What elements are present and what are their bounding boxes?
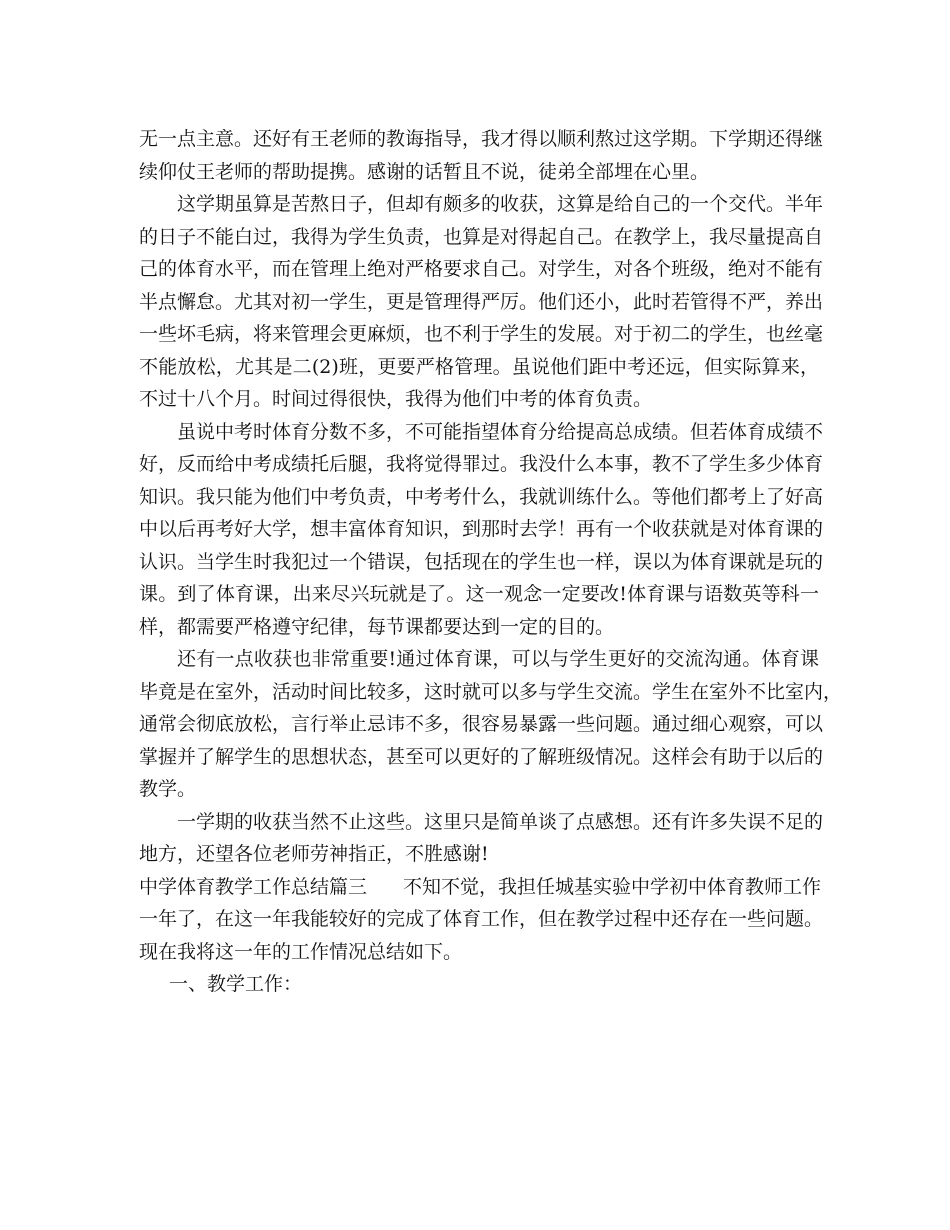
line-text: 无一点主意。还好有王老师的教诲指导，我才得以顺利熬过这学期。下学期还得继 (139, 128, 824, 150)
line-text: 虽说中考时体育分数不多，不可能指望体育分给提高总成绩。但若体育成绩不 (177, 420, 824, 443)
line-text: 毕竟是在室外，活动时间比较多，这时就可以多与学生交流。学生在室外不比室内， (139, 680, 843, 703)
line-text: 己的体育水平，而在管理上绝对严格要求自己。对学生，对各个班级，绝对不能有 (139, 258, 824, 280)
text-line (139, 806, 824, 839)
document-body (139, 123, 843, 1001)
text-line (139, 221, 824, 254)
text-line (139, 838, 819, 871)
line-text: 半点懈怠。尤其对初一学生，更是管理得严厉。他们还小，此时若管得不严，养出 (139, 290, 824, 313)
text-line (139, 156, 819, 189)
line-text: 好，反而给中考成绩托后腿，我将觉得罪过。我没什么本事，教不了学生多少体育 (139, 453, 824, 475)
text-line (139, 741, 824, 774)
line-text: 样，都需要严格遵守纪律，每节课都要达到一定的目的。 (139, 615, 615, 638)
text-line (139, 773, 819, 806)
line-text: 不知不觉，我担任城基实验中学初中体育教师工作 (403, 875, 822, 898)
line-text: 一些坏毛病，将来管理会更麻烦，也不利于学生的发展。对于初二的学生，也丝毫 (139, 323, 824, 345)
text-line (139, 383, 819, 416)
text-line (139, 546, 824, 579)
text-line (139, 578, 819, 611)
line-text: 课。到了体育课，出来尽兴玩就是了。这一观念一定要改!体育课与语数英等科一 (139, 583, 819, 605)
text-line (139, 513, 824, 546)
text-line (139, 708, 824, 741)
line-text: 掌握并了解学生的思想状态，甚至可以更好的了解班级情况。这样会有助于以后的 (139, 745, 824, 768)
text-line (139, 448, 824, 481)
text-line (139, 676, 843, 709)
line-text: 不过十八个月。时间过得很快，我得为他们中考的体育负责。 (139, 388, 653, 410)
text-line (139, 611, 819, 644)
line-text: 续仰仗王老师的帮助提携。感谢的话暂且不说，徒弟全部埋在心里。 (139, 160, 710, 183)
text-line (139, 416, 824, 449)
text-line (139, 968, 819, 1001)
text-line (139, 903, 824, 936)
text-line (139, 188, 824, 221)
text-line (139, 253, 824, 286)
line-text: 中以后再考好大学，想丰富体育知识，到那时去学！再有一个收获就是对体育课的 (139, 518, 824, 540)
line-text: 一、教学工作： (169, 973, 303, 995)
text-line (139, 871, 822, 904)
text-line (139, 123, 824, 156)
line-text: 一年了，在这一年我能较好的完成了体育工作，但在教学过程中还存在一些问题。 (139, 908, 824, 930)
section-title: 中学体育教学工作总结篇三 (139, 875, 368, 898)
text-line (139, 351, 819, 384)
text-line (139, 936, 819, 969)
line-text: 知识。我只能为他们中考负责，中考考什么，我就训练什么。等他们都考上了好高 (139, 485, 824, 508)
line-text: 地方，还望各位老师劳神指正，不胜感谢! (139, 843, 489, 865)
line-text: 通常会彻底放松，言行举止忌讳不多，很容易暴露一些问题。通过细心观察，可以 (139, 713, 824, 735)
text-line (139, 286, 824, 319)
line-text: 不能放松，尤其是二(2)班，更要严格管理。虽说他们距中考还远，但实际算来， (139, 355, 819, 378)
text-line (139, 643, 819, 676)
text-line (139, 318, 824, 351)
line-text: 的日子不能白过，我得为学生负责，也算是对得起自己。在教学上，我尽量提高自 (139, 225, 824, 248)
line-text: 现在我将这一年的工作情况总结如下。 (139, 940, 463, 963)
line-text: 教学。 (139, 778, 197, 800)
line-text: 这学期虽算是苦熬日子，但却有颇多的收获，这算是给自己的一个交代。半年 (177, 193, 824, 215)
text-line (139, 481, 824, 514)
line-text: 一学期的收获当然不止这些。这里只是简单谈了点感想。还有许多失误不足的 (177, 810, 824, 833)
line-text: 还有一点收获也非常重要!通过体育课，可以与学生更好的交流沟通。体育课 (177, 648, 819, 670)
line-text: 认识。当学生时我犯过一个错误，包括现在的学生也一样，误以为体育课就是玩的 (139, 550, 824, 573)
